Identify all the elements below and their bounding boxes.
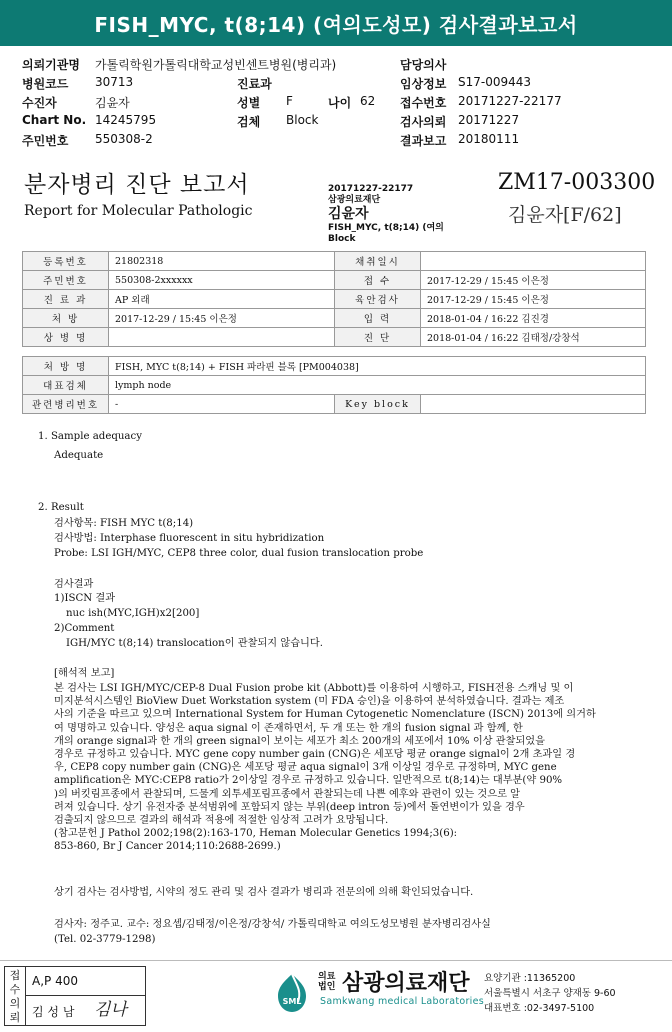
sticker-specimen: Block (328, 234, 356, 244)
receipt-no-label: 접수번호 (400, 96, 447, 110)
org-address: 서울특별시 서초구 양재동 9-60 (484, 988, 616, 999)
sex-value: F (286, 94, 293, 108)
stamp-divider (26, 995, 145, 996)
logo-prefix-2: 법인 (318, 982, 336, 992)
id-label: 주민번호 (22, 134, 69, 148)
table-row (23, 395, 646, 414)
order-table (22, 356, 646, 414)
table-key: 육안검사 (335, 290, 421, 309)
patient-tag: 김윤자[F/62] (508, 204, 622, 226)
age-label: 나이 (328, 96, 352, 110)
table-key: 채취일시 (335, 252, 421, 271)
patient-table (22, 251, 646, 347)
result-heading: 검사결과 (54, 579, 94, 590)
result-probe: Probe: LSI IGH/MYC, CEP8 three color, dual fusion translocation probe (54, 548, 424, 559)
footer-divider (0, 960, 672, 961)
specimen-sticker (328, 184, 444, 245)
table-row (23, 328, 646, 347)
table-key: 진 료 과 (23, 290, 109, 309)
report-title-en: Report for Molecular Pathologic (24, 203, 253, 219)
org-contact (484, 971, 616, 1016)
clinical-value: S17-009443 (458, 75, 532, 89)
table-value: lymph node (109, 376, 646, 395)
examiner-line: 검사자: 정주교. 교수: 정요셉/김태정/이은정/강창석/ 가톨릭대학교 여의도성모병원 분자병리검사실 (54, 919, 491, 930)
request-value: 20171227 (458, 113, 520, 127)
stamp-person: 김 성 남 (32, 1005, 75, 1019)
stamp-ap: A,P 400 (32, 974, 78, 988)
section-sample-value: Adequate (54, 450, 104, 461)
interpretation-title: [해석적 보고] (54, 668, 115, 679)
sticker-org: 삼광의료재단 (328, 195, 381, 205)
table-value: 21802318 (109, 252, 335, 271)
table-value: - (109, 395, 335, 414)
signature: 김나 (94, 1000, 127, 1020)
sex-label: 성별 (237, 96, 261, 110)
sticker-name: 김윤자 (328, 206, 369, 222)
section-sample-title: 1. Sample adequacy (38, 431, 142, 442)
zm-number: ZM17-003300 (498, 170, 656, 195)
table-key: 등록번호 (23, 252, 109, 271)
table-value (109, 328, 335, 347)
table-value (421, 252, 646, 271)
chart-label: Chart No. (22, 113, 87, 127)
iscn-title: 1)ISCN 결과 (54, 593, 116, 604)
report-title: FISH_MYC, t(8;14) (여의도성모) 검사결과보고서 (94, 12, 578, 37)
table-row (23, 357, 646, 376)
table-row (23, 309, 646, 328)
table-key: 처 방 명 (23, 357, 109, 376)
result-item: 검사항목: FISH MYC t(8;14) (54, 518, 194, 529)
confirm-statement: 상기 검사는 검사방법, 시약의 정도 관리 및 검사 결과가 병리과 전문의에 의해 확인되었습니다. (54, 887, 474, 898)
table-value: FISH, MYC t(8;14) + FISH 파라핀 블록 [PM004038] (109, 357, 646, 376)
table-row (23, 271, 646, 290)
table-row (23, 252, 646, 271)
table-key: 입 력 (335, 309, 421, 328)
table-key: 주민번호 (23, 271, 109, 290)
table-value (421, 395, 646, 414)
interpretation-line: 미지분석시스템인 BioView Duet Workstation system (미 FDA 승인)을 이용하여 분석하였습니다. 결과는 제조 (54, 696, 565, 708)
interpretation-line: amplification은 MYC:CEP8 ratio가 2이상일 경우로 규정하고 있습니다. 일반적으로 t(8;14)는 대부분(약 90% (54, 775, 563, 787)
iscn-value: nuc ish(MYC,IGH)x2[200] (66, 608, 200, 619)
specimen-label: 검체 (237, 115, 261, 129)
table-value: 550308-2xxxxxx (109, 271, 335, 290)
code-label: 병원코드 (22, 77, 69, 91)
interpretation-line: 본 검사는 LSI IGH/MYC/CEP-8 Dual Fusion probe kit (Abbott)를 이용하여 시행하고, FISH전용 스캐닝 및 이 (54, 683, 574, 694)
sml-badge-text: SML (282, 997, 302, 1006)
specimen-value: Block (286, 113, 319, 127)
interpretation-line: 여 명명하고 있습니다. 양성은 aqua signal 이 존재하면서, 두 개 또는 한 개의 fusion signal 과 함께, 한 (54, 722, 523, 734)
table-value: 2018-01-04 / 16:22 김태정/강창석 (421, 328, 646, 347)
receiver-value: 김윤자 (95, 96, 130, 110)
dept-label: 진료과 (237, 77, 272, 91)
interpretation-line: 우, CEP8 copy number gain (CNG)은 세포당 평균 aqua signal이 3개 이상일 경우로 규정하며, MYC gene (54, 762, 557, 774)
interpretation-line: 려져 있습니다. 상기 유전자중 분석범위에 포함되지 않는 부위(deep intron 등)에서 돌연변이가 있을 경우 (54, 801, 525, 813)
receipt-no-value: 20171227-22177 (458, 94, 562, 108)
org-name: 삼광의료재단 (342, 971, 470, 996)
clinical-label: 임상정보 (400, 77, 447, 91)
table-value: AP 외래 (109, 290, 335, 309)
org-phone: 대표번호 :02-3497-5100 (484, 1003, 595, 1014)
interpretation-line: )의 버킷림프종에서 관찰되며, 드물게 외투세포림프종에서 관찰되는데 나쁜 예후와 관련이 있는 것으로 알 (54, 788, 520, 800)
tel-line: (Tel. 02-3779-1298) (54, 934, 156, 945)
receiver-label: 수진자 (22, 96, 57, 110)
report-title-bar (0, 0, 672, 46)
section-result-title: 2. Result (38, 502, 84, 513)
inst-code: 요양기관 :11365200 (484, 973, 576, 984)
table-row (23, 376, 646, 395)
table-key: 대표검체 (23, 376, 109, 395)
report-date-value: 20180111 (458, 132, 520, 146)
table-key: 관련병리번호 (23, 395, 109, 414)
logo-prefix-1: 의료 (318, 972, 336, 982)
interpretation-line: 검출되지 않으므로 결과의 해석과 적용에 적절한 임상적 고려가 요망됩니다. (54, 815, 389, 827)
table-key: 접 수 (335, 271, 421, 290)
request-label: 검사의뢰 (400, 115, 447, 129)
chart-value: 14245795 (95, 113, 157, 127)
sticker-test: FISH_MYC, t(8;14) (여의 (328, 223, 444, 233)
age-value: 62 (360, 94, 376, 108)
hospital-value: 가톨릭학원가톨릭대학교성빈센트병원(병리과) (95, 58, 337, 72)
doctor-label: 담당의사 (400, 58, 447, 72)
logo-prefix (318, 972, 335, 992)
table-value: 2017-12-29 / 15:45 이은정 (421, 271, 646, 290)
interpretation-line: 사의 기준을 따르고 있으며 International System for Human Cytogenetic Nomenclature (ISCN) 2013에 의거하 (54, 709, 596, 721)
table-value: 2017-12-29 / 15:45 이은정 (421, 290, 646, 309)
id-value: 550308-2 (95, 132, 153, 146)
hospital-label: 의뢰기관명 (22, 58, 80, 72)
interpretation-line: (참고문헌 J Pathol 2002;198(2):163-170, Heman Molecular Genetics 1994;3(6): (54, 828, 458, 840)
interpretation-line: 853-860, Br J Cancer 2014;110:2688-2699.) (54, 841, 281, 853)
comment-value: IGH/MYC t(8;14) translocation이 관찰되지 않습니다. (66, 638, 323, 649)
table-row (23, 290, 646, 309)
table-key: 상 병 명 (23, 328, 109, 347)
result-method: 검사방법: Interphase fluorescent in situ hybridization (54, 533, 325, 544)
sml-logo-icon (272, 972, 312, 1016)
report-date-label: 결과보고 (400, 134, 447, 148)
report-title-ko: 분자병리 진단 보고서 (24, 172, 250, 198)
org-name-en: Samkwang medical Laboratories (320, 996, 485, 1007)
interpretation-text (54, 682, 596, 854)
table-value: 2017-12-29 / 15:45 이은정 (109, 309, 335, 328)
table-key: 진 단 (335, 328, 421, 347)
interpretation-line: 경우로 규정하고 있습니다. MYC gene copy number gain (CNG)은 세포당 평균 orange signal이 2개 초과일 경 (54, 749, 576, 761)
table-key: Key block (335, 395, 421, 414)
table-key: 처 방 (23, 309, 109, 328)
sticker-number: 20171227-22177 (328, 184, 414, 194)
stamp-label: 접수의뢰 (4, 966, 26, 1026)
table-value: 2018-01-04 / 16:22 김진경 (421, 309, 646, 328)
code-value: 30713 (95, 75, 134, 89)
comment-title: 2)Comment (54, 623, 115, 634)
stamp-box (26, 966, 146, 1026)
interpretation-line: 개의 orange signal과 한 개의 green signal이 보이는 세포가 최소 200개의 세포에서 10% 이상 관찰되었을 (54, 735, 545, 747)
